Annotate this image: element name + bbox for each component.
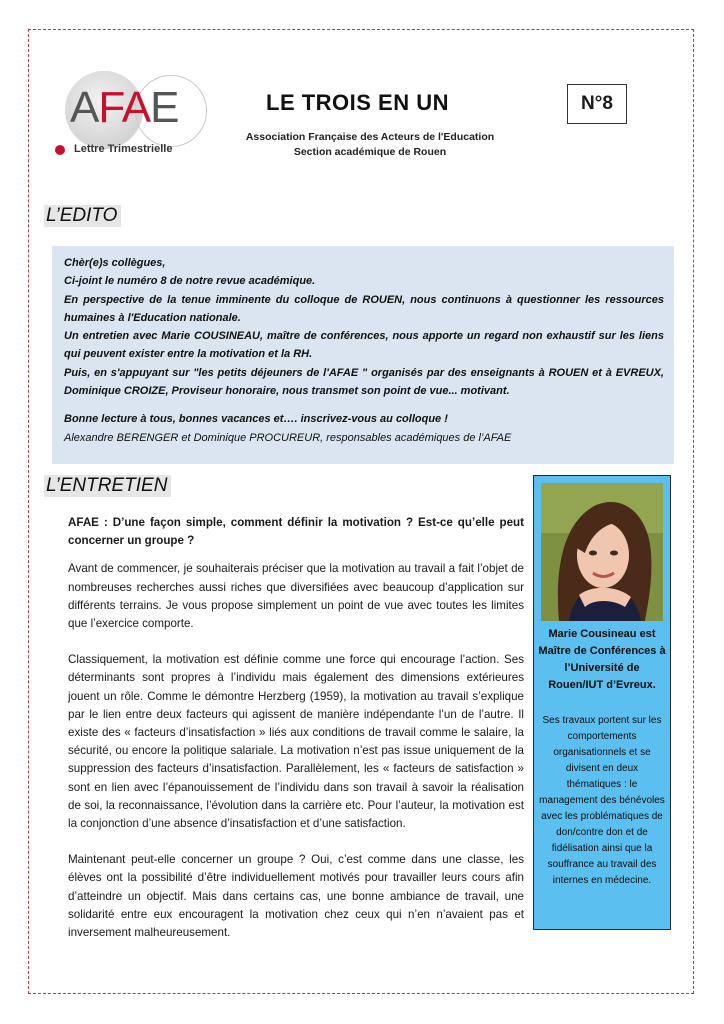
author-name: Marie Cousineau est Maître de Conférences à l’Université de Rouen/IUT d’Evreux. <box>538 628 666 691</box>
logo-subtitle: Lettre Trimestrielle <box>74 143 173 155</box>
interview-body <box>68 514 524 960</box>
newsletter-title: LE TROIS EN UN <box>266 90 450 115</box>
logo-letters-fa: FA <box>98 83 151 132</box>
interview-paragraph: Maintenant peut-elle concerner un groupe ? Oui, c’est comme dans une classe, les élèves ont la possibilité d’être individuellement motivés pour travailler leurs cours afin d’atteindre un objectif. Mais dans certains cas, une bonne ambiance de travail, une solidarité entre eux encouragent la motivation chez ceux qui n’en n’avaient pas et inversement malheureusement. <box>68 853 524 940</box>
edito-box <box>52 246 674 464</box>
logo-letter-e: E <box>150 83 179 132</box>
logo-wordmark <box>70 83 179 133</box>
interview-paragraph: Classiquement, la motivation est définie comme une force qui encourage l’action. Ses déterminants sont propres à l’individu mais également des dimensions extérieures jouent un rôle. Comme le démontre Herzberg (1959), la motivation au travail s’explique par le lien entre deux facteurs qui agissent de manière indépendante l’un de l’autre. Il existe des « facteurs d’insatisfaction » liés aux conditions de travail comme le salaire, la sécurité, ou encore la politique salariale. La motivation n’est pas issue uniquement de la suppression des facteurs d’insatisfaction. Parallèlement, les « facteurs de satisfaction » sont en lien avec l’épanouissement de l’individu dans son travail à savoir la réalisation de soi, la reconnaissance, l’évolution dans la carrière etc. Pour l’auteur, la motivation est la conjonction d’une absence d’insatisfaction et d’une satisfaction. <box>68 653 524 831</box>
edito-line: Ci-joint le numéro 8 de notre revue académique. <box>64 275 316 288</box>
edito-signature: Alexandre BERENGER et Dominique PROCUREUR, responsables académiques de l’AFAE <box>64 431 512 444</box>
afae-logo <box>50 65 240 165</box>
association-line-2: Section académique de Rouen <box>293 146 447 158</box>
logo-letter-a: A <box>70 83 99 132</box>
portrait-illustration <box>541 483 663 621</box>
edito-line: En perspective de la tenue imminente du colloque de ROUEN, nous continuons à questionner les ressources humaines à l'Education nationale. <box>64 293 664 324</box>
edito-heading: L’EDITO <box>46 205 118 226</box>
interview-paragraph: Avant de commencer, je souhaiterais préciser que la motivation au travail a fait l’objet de nombreuses recherches aussi riches que diversifiées avec beaucoup d’application sur différents terrains. Je vous propose simplement un point de vue avec toutes les limites que l’exercice comporte. <box>68 562 524 631</box>
edito-line: Chèr(e)s collègues, <box>64 257 166 269</box>
association-name <box>230 130 510 160</box>
author-description: Ses travaux portent sur les comportements organisationnels et se divisent en deux thématiques : le management des bénévoles avec les problématiques de don/contre don et de fidélisation ainsi que la souffrance au travail des internes en médecine. <box>539 715 665 886</box>
entretien-heading: L’ENTRETIEN <box>46 475 168 496</box>
author-photo <box>541 483 663 621</box>
edito-line: Puis, en s'appuyant sur "les petits déjeuners de l'AFAE " organisés par des enseignants à ROUEN et à EVREUX, Dominique CROIZE, Proviseur honoraire, nous transmet son point de vue... motivant. <box>64 366 664 398</box>
author-sidebar <box>533 475 671 930</box>
interview-question: AFAE : D’une façon simple, comment définir la motivation ? Est-ce qu’elle peut concerner un groupe ? <box>68 516 524 548</box>
logo-red-dot <box>55 145 65 155</box>
edito-closing: Bonne lecture à tous, bonnes vacances et…. inscrivez-vous au colloque ! <box>64 413 448 426</box>
issue-number: N°8 <box>567 84 627 124</box>
edito-line: Un entretien avec Marie COUSINEAU, maître de conférences, nous apporte un regard non exhaustif sur les liens qui peuvent exister entre la motivation et la RH. <box>64 330 664 361</box>
association-line-1: Association Française des Acteurs de l'Education <box>245 131 495 143</box>
